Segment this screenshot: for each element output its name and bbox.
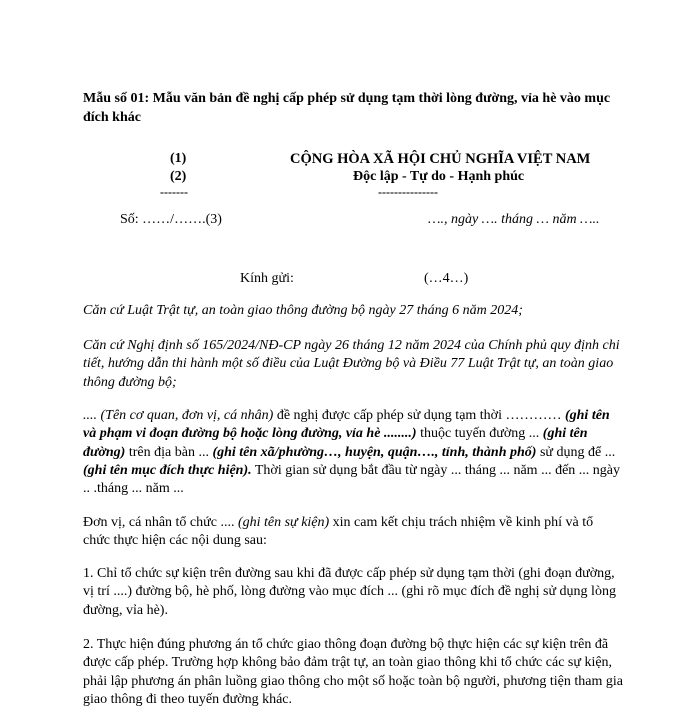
legal-basis-1-text: Căn cứ Luật Trật tự, an toàn giao thông đường bộ ngày 27 tháng 6 năm 2024; [83,303,523,318]
commitment-item-1 [83,565,623,620]
area-placeholder: (ghi tên xã/phường…, huyện, quận…., tỉnh, thành phố) [212,444,537,460]
commitment-item-1-text: 1. Chỉ tổ chức sự kiện trên đường sau khi đã được cấp phép sử dụng tạm thời (ghi đoạn đường, vị trí ....) đường bộ, hè phố, lòng đường vào mục đích ... (ghi rõ mục đích đề nghị sử dụng lòng đường, vỉa hè). [83,566,616,618]
commitment-item-2-text: 2. Thực hiện đúng phương án tổ chức giao thông đoạn đường bộ thực hiện các sự kiện trên đã được cấp phép. Trường hợp không bảo đảm trật tự, an toàn giao thông khi tổ chức các sự kiện, phải lập phương án phân luồng giao thông cho một số hoặc toàn bộ người, phương tiện tham gia giao thông đi theo tuyến đường khác. [83,637,623,707]
issuer-line-1: (1) [170,151,187,166]
commitment-text-1: Đơn vị, cá nhân tổ chức .... [83,515,238,530]
issuer-rule: ------- [160,185,188,199]
road-scope-placeholder: (ghi tên và phạm vi đoạn đường bộ hoặc lòng đường, vỉa hè ........) [83,408,610,442]
national-motto: Độc lập - Tự do - Hạnh phúc [353,169,525,184]
legal-basis-2-text: Căn cứ Nghị định số 165/2024/NĐ-CP ngày 26 tháng 12 năm 2024 của Chính phủ quy định chi tiết, hướng dẫn thi hành một số điều của Luật Đường bộ và Điều 77 Luật Trật tự, an toàn giao thông đường bộ; [83,338,620,390]
request-text-4: sử dụng để ... [536,444,616,460]
purpose-placeholder: (ghi tên mục đích thực hiện). [83,462,252,478]
road-name-placeholder: (ghi tên đường) [83,426,588,460]
commitment-paragraph [83,514,623,551]
request-text-2: thuộc tuyến đường ... [416,426,543,442]
applicant-placeholder: .... (Tên cơ quan, đơn vị, cá nhân) [83,408,274,423]
request-text-5: Thời gian sử dụng bắt đầu từ ngày ... tháng ... năm ... đến ... ngày .. .tháng ... năm ... [83,462,620,497]
commitment-text [83,514,623,551]
request-paragraph [83,407,623,498]
event-name-placeholder: (ghi tên sự kiện) [237,515,330,530]
commitment-item-2 [83,636,623,709]
recipient-value: (…4…) [424,271,469,286]
motto-rule: --------------- [378,185,438,199]
recipient-label: Kính gửi: [240,271,294,286]
document-number: Số: ……/…….(3) [120,212,222,227]
commitment-text-2: xin cam kết chịu trách nhiệm về kinh phí và tổ chức thực hiện các nội dung sau: [83,515,594,549]
request-text-1: đề nghị được cấp phép sử dụng tạm thời ………… [273,408,565,423]
national-title: CỘNG HÒA XÃ HỘI CHỦ NGHĨA VIỆT NAM [290,151,591,167]
form-title: Mẫu số 01: Mẫu văn bản đề nghị cấp phép sử dụng tạm thời lòng đường, vỉa hè vào mục đích khác [83,91,611,125]
request-text [83,407,623,498]
issuer-line-2: (2) [170,169,187,184]
legal-basis-1 [83,302,623,320]
document-date: …., ngày …. tháng … năm ….. [428,212,600,227]
request-text-3: trên địa bàn ... [125,444,213,460]
legal-basis-2 [83,337,623,392]
